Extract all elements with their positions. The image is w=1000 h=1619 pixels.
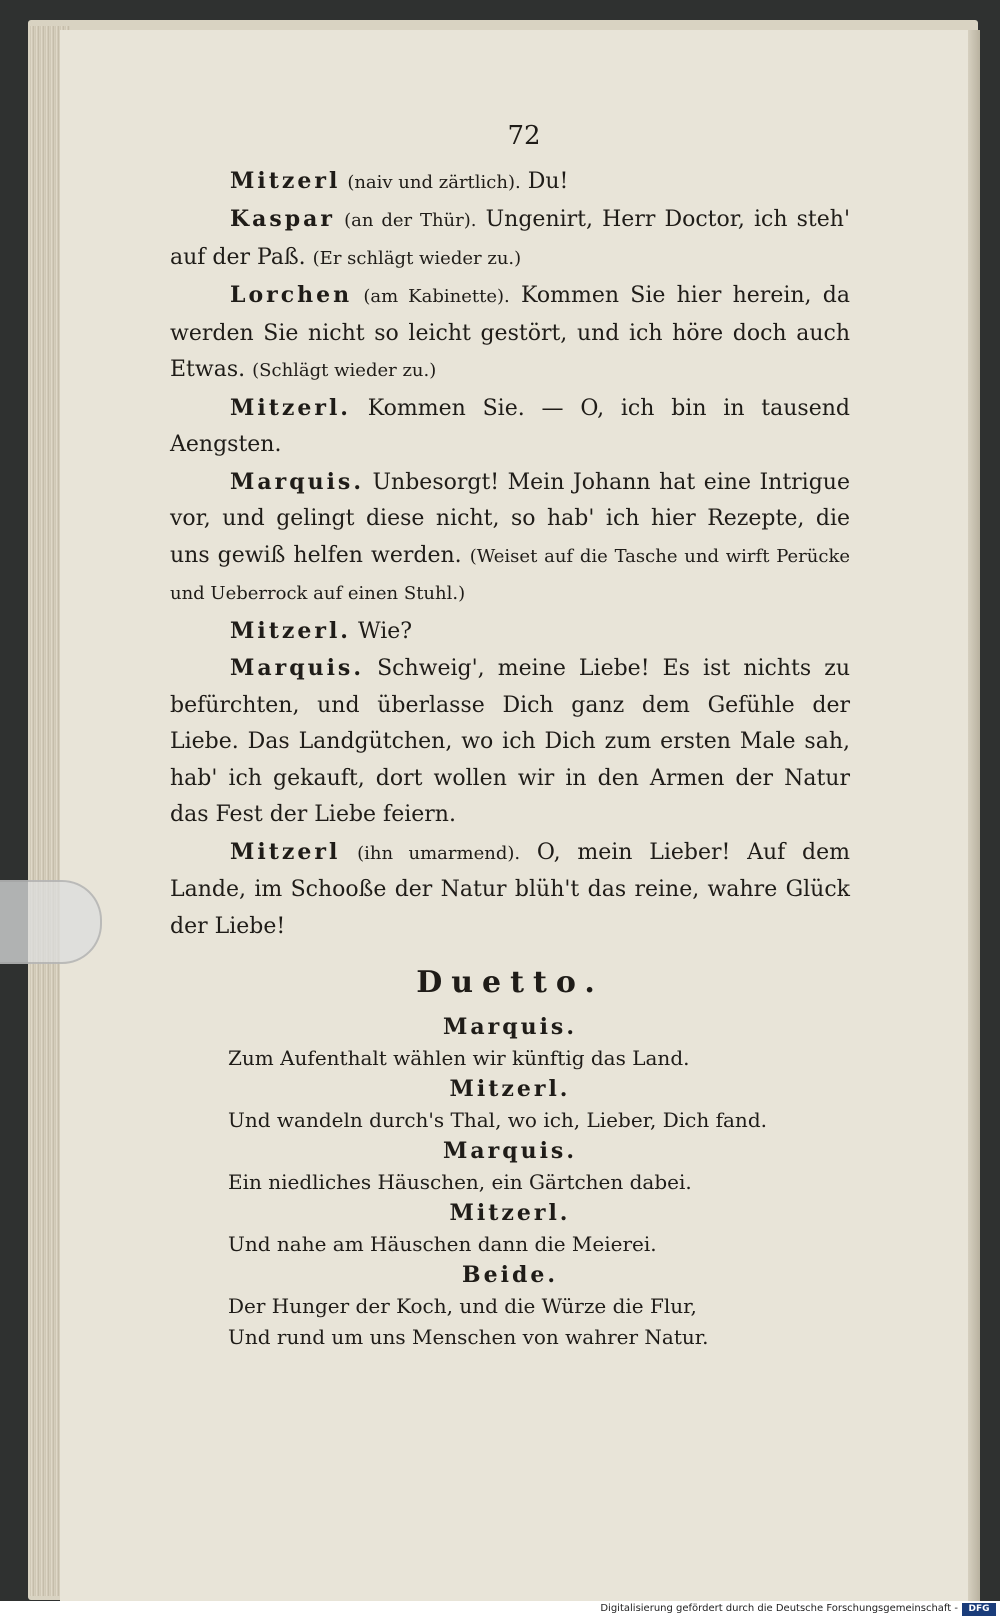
duet-line: Und wandeln durch's Thal, wo ich, Lieber, Dich fand. <box>228 1107 767 1132</box>
page-text <box>170 118 850 1353</box>
duet-role: Marquis. <box>443 1137 577 1164</box>
dfg-logo: DFG <box>962 1603 996 1616</box>
dialogue-text: Kommen Sie. — O, ich bin in tausend Aengsten. <box>170 395 850 457</box>
page-number: 72 <box>507 121 541 151</box>
speaker-name: Mitzerl <box>230 838 341 865</box>
dialogue-text: Kommen Sie hier herein, da werden Sie nicht so leicht gestört, und ich höre doch auch Etwas. <box>170 283 850 382</box>
page-clip <box>0 880 102 964</box>
paragraph <box>170 163 850 202</box>
duet-role: Beide. <box>462 1261 558 1288</box>
duet-line: Der Hunger der Koch, und die Würze die Flur, <box>228 1293 697 1318</box>
stage-direction: (Weiset auf die Tasche und wirft Perücke und Ueberrock auf einen Stuhl.) <box>170 545 850 604</box>
footer-bar <box>0 1601 1000 1619</box>
speaker-name: Mitzerl <box>230 167 341 194</box>
paragraph <box>170 834 850 946</box>
dialogue-text: Ungenirt, Herr Doctor, ich steh' auf der Paß. <box>170 207 850 270</box>
paragraph <box>170 201 850 277</box>
speaker-name: Lorchen <box>230 282 353 308</box>
speaker-name: Mitzerl. <box>230 394 351 421</box>
stage-direction: (naiv und zärtlich). <box>347 171 521 193</box>
duet-line: Und nahe am Häuschen dann die Meierei. <box>228 1231 657 1256</box>
paragraph <box>170 464 850 613</box>
duet-heading: Duetto. <box>416 965 604 1000</box>
paragraph <box>170 613 850 651</box>
speaker-name: Kaspar <box>230 206 335 232</box>
stage-direction: (an der Thür). <box>344 210 477 231</box>
speaker-name: Marquis. <box>230 655 364 681</box>
paragraph <box>170 650 850 834</box>
page-right-edge <box>968 30 980 1602</box>
duet-role: Mitzerl. <box>449 1075 571 1102</box>
stage-direction: (am Kabinette). <box>363 286 510 307</box>
funding-credit: Digitalisierung gefördert durch die Deutsche Forschungsgemeinschaft - <box>600 1603 958 1614</box>
duet-line: Und rund um uns Menschen von wahrer Natur. <box>228 1324 709 1349</box>
duet-line: Zum Aufenthalt wählen wir künftig das Land. <box>228 1045 690 1070</box>
dialogue-text: Schweig', meine Liebe! Es ist nichts zu befürchten, und überlasse Dich ganz dem Gefühle der Liebe. Das Landgütchen, wo ich Dich zum ersten Male sah, hab' ich gekauft, dort wollen wir in den Armen der Natur das Fest der Liebe feiern. <box>170 656 850 827</box>
stage-direction: (Schlägt wieder zu.) <box>252 360 437 381</box>
speaker-name: Marquis. <box>230 468 364 495</box>
duet-line: Ein niedliches Häuschen, ein Gärtchen dabei. <box>228 1169 692 1194</box>
paragraph <box>170 277 850 390</box>
stage-direction: (ihn umarmend). <box>357 842 521 864</box>
paragraph <box>170 390 850 464</box>
duet-role: Mitzerl. <box>449 1199 571 1226</box>
dialogue-text: Du! <box>527 168 569 194</box>
dialogue-text: O, mein Lieber! Auf dem Lande, im Schooße der Natur blüh't das reine, wahre Glück der Liebe! <box>170 839 851 939</box>
duet-role: Marquis. <box>443 1013 577 1040</box>
speaker-name: Mitzerl. <box>230 617 351 644</box>
stage-direction: (Er schlägt wieder zu.) <box>312 247 522 269</box>
dialogue-text: Unbesorgt! Mein Johann hat eine Intrigue vor, und gelingt diese nicht, so hab' ich hier Rezepte, die uns gewiß helfen werden. <box>170 469 850 568</box>
dialogue-text: Wie? <box>357 618 413 644</box>
